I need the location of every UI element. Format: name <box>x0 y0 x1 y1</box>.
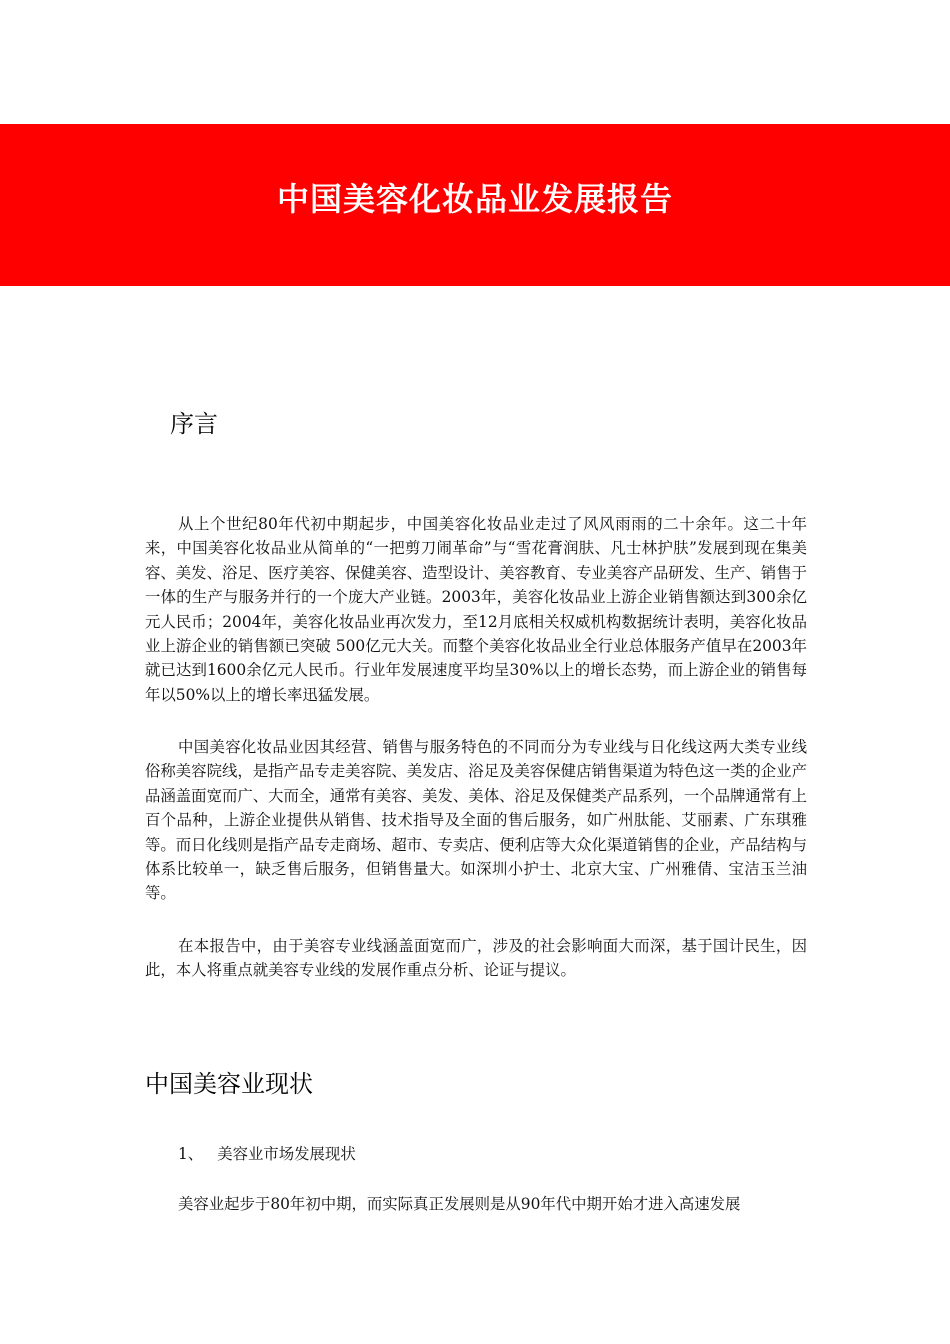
status-heading: 中国美容业现状 <box>145 1070 313 1098</box>
section-item-number: 1、 <box>178 1145 204 1163</box>
status-paragraph: 美容业起步于80年初中期，而实际真正发展则是从90年代中期开始才进入高速发展 <box>178 1195 741 1213</box>
title-banner <box>0 124 950 286</box>
preface-paragraph-2: 中国美容化妆品业因其经营、销售与服务特色的不同而分为专业线与日化线这两大类专业线俗称美容院线，是指产品专走美容院、美发店、浴足及美容保健店销售渠道为特色这一类的企业产品涵盖面宽而广、大而全，通常有美容、美发、美体、浴足及保健类产品系列，一个品牌通常有上百个品种，上游企业提供从销售、技术指导及全面的售后服务，如广州肽能、艾丽素、广东琪雅等。而日化线则是指产品专走商场、超市、专卖店、便利店等大众化渠道销售的企业，产品结构与体系比较单一，缺乏售后服务，但销售量大。如深圳小护士、北京大宝、广州雅倩、宝洁玉兰油等。 <box>145 738 807 903</box>
section-item-label: 美容业市场发展现状 <box>217 1145 356 1163</box>
preface-paragraph-3: 在本报告中，由于美容专业线涵盖面宽而广，涉及的社会影响面大而深，基于国计民生，因此，本人将重点就美容专业线的发展作重点分析、论证与提议。 <box>145 937 807 980</box>
document-title: 中国美容化妆品业发展报告 <box>276 180 673 218</box>
section-item-1 <box>178 1142 356 1166</box>
preface-paragraph-1: 从上个世纪80年代初中期起步，中国美容化妆品业走过了风风雨雨的二十余年。这二十年来，中国美容化妆品业从简单的“一把剪刀闹革命”与“雪花膏润肤、凡士林护肤”发展到现在集美容、美发、浴足、医疗美容、保健美容、造型设计、美容教育、专业美容产品研发、生产、销售于一体的生产与服务并行的一个庞大产业链。2003年，美容化妆品业上游企业销售额达到300余亿元人民币；2004年，美容化妆品业再次发力，至12月底相关权威机构数据统计表明，美容化妆品业上游企业的销售额已突破 500亿元大关。而整个美容化妆品业全行业总体服务产值早在2003年就已达到1600余亿元人民币。行业年发展速度平均呈30%以上的增长态势，而上游企业的销售每年以50%以上的增长率迅猛发展。 <box>145 515 807 704</box>
preface-heading: 序言 <box>170 410 218 438</box>
